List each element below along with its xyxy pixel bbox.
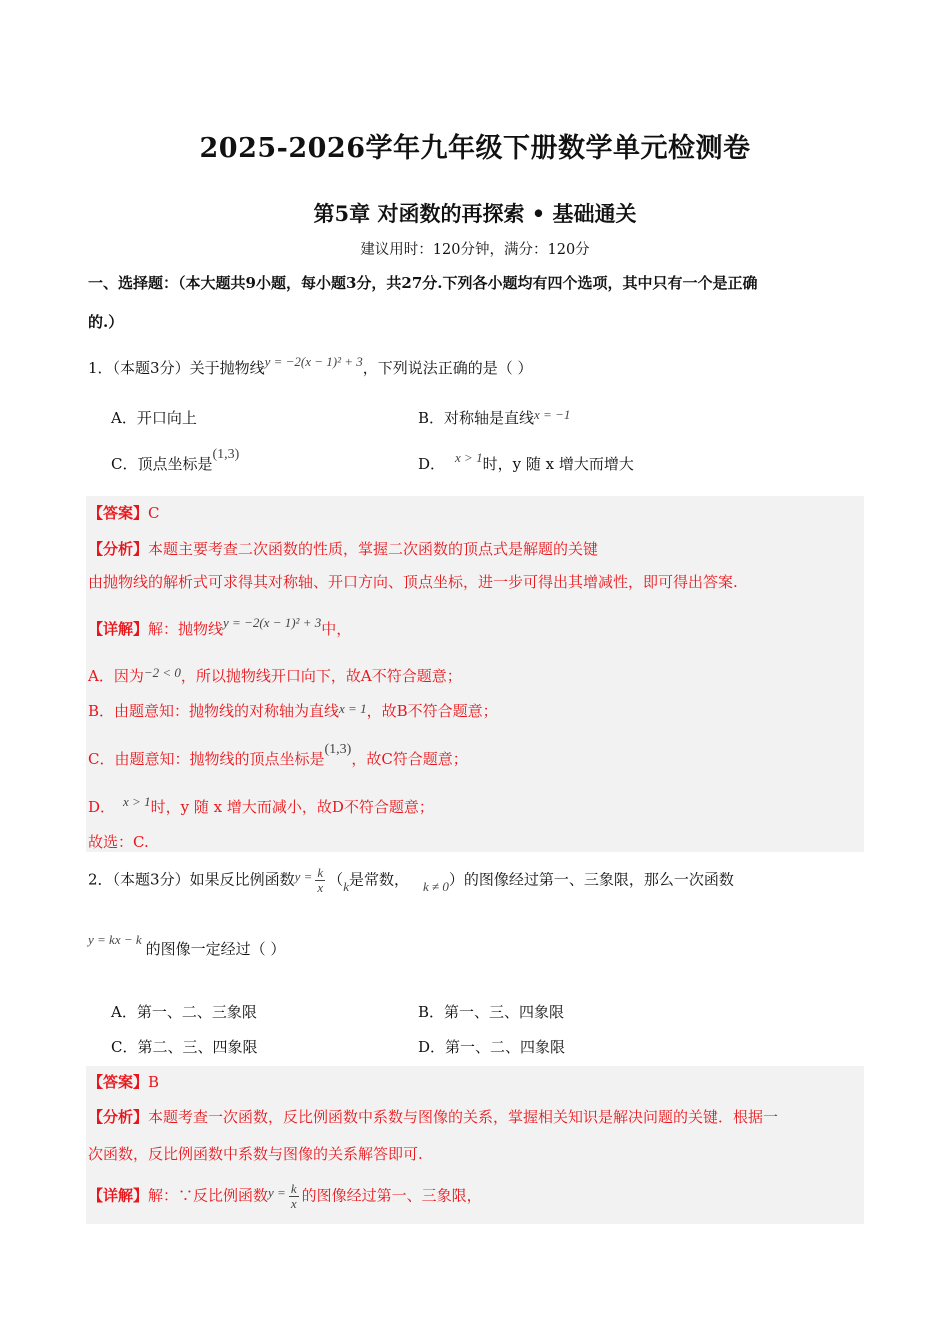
q1-detail-a-end: ，所以抛物线开口向下，故A不符合题意； bbox=[180, 667, 462, 685]
q1-answer bbox=[88, 502, 160, 523]
question-2-line2 bbox=[88, 932, 286, 959]
q2-k-cond: k ≠ 0 bbox=[422, 878, 449, 894]
q1-analysis-2: 由抛物线的解析式可求得其对称轴、开口方向、顶点坐标，进一步可得出其增减性，即可得出答案. bbox=[88, 573, 738, 591]
q2-paren-open: （ bbox=[328, 870, 344, 889]
q1-detail-a bbox=[88, 665, 462, 686]
q2-answer-value: B bbox=[148, 1073, 160, 1091]
q1-option-d bbox=[418, 450, 634, 474]
q2-analysis bbox=[88, 1106, 778, 1127]
q1-detail-b-text: B．由题意知：抛物线的对称轴为直线 bbox=[88, 702, 340, 720]
q1-detail-b-math: x = 1 bbox=[339, 701, 367, 716]
q1-detail-c-math: (1,3) bbox=[324, 742, 352, 757]
question-2 bbox=[88, 866, 734, 895]
q2-paren-close: ）的图像经过第一、三象限，那么一次函数 bbox=[448, 870, 734, 889]
q1-detail-a-math: −2 < 0 bbox=[143, 665, 181, 680]
q1-option-b bbox=[418, 407, 570, 428]
q1-option-c-math: (1,3) bbox=[212, 447, 240, 462]
time-info: 建议用时：120分钟，满分：120分 bbox=[360, 242, 590, 258]
q1-option-a: A．开口向上 bbox=[111, 409, 197, 427]
q2-option-d: D．第一、二、四象限 bbox=[418, 1038, 566, 1056]
q2-answer-tag: 【答案】 bbox=[88, 1073, 149, 1091]
q1-detail-intro-end: 中， bbox=[321, 620, 352, 638]
q1-detail bbox=[88, 615, 352, 639]
q2-detail-end: 的图像经过第一、三象限， bbox=[301, 1186, 482, 1205]
q1-analysis-tag: 【分析】 bbox=[88, 540, 149, 558]
q1-option-d-text: D． bbox=[418, 455, 446, 473]
q2-frac-num: k bbox=[317, 865, 324, 880]
q1-detail-tag: 【详解】 bbox=[88, 620, 149, 638]
q1-detail-d bbox=[88, 796, 434, 817]
q2-option-c: C．第二、三、四象限 bbox=[111, 1038, 258, 1056]
q2-k-const: 是常数， bbox=[348, 870, 409, 889]
q2-y-eq: y = bbox=[294, 868, 313, 884]
q1-detail-c bbox=[88, 742, 468, 769]
section-heading: 一、选择题：（本大题共9小题，每小题3分，共27分.下列各小题均有四个选项，其中只有一个是正确 bbox=[88, 274, 758, 292]
q1-conclusion: 故选：C. bbox=[88, 833, 149, 851]
q1-prefix: 1．（本题3分）关于抛物线 bbox=[88, 359, 265, 377]
q2-detail-fraction bbox=[289, 1182, 299, 1211]
q1-suffix: ，下列说法正确的是（ ） bbox=[362, 359, 533, 377]
q2-line2-math: y = kx − k bbox=[88, 932, 142, 947]
q1-option-b-text: B．对称轴是直线 bbox=[418, 409, 535, 427]
q1-option-d-math: x > 1 bbox=[455, 450, 483, 465]
question-1 bbox=[88, 354, 533, 378]
q1-detail-b-end: ，故B不符合题意； bbox=[366, 702, 498, 720]
q1-detail-c-end: ，故C符合题意； bbox=[351, 750, 468, 768]
q1-detail-a-text: A．因为 bbox=[88, 667, 144, 685]
q1-detail-d-end: 时，y 随 x 增大而减小，故D不符合题意； bbox=[150, 798, 434, 816]
q1-detail-c-text: C．由题意知：抛物线的顶点坐标是 bbox=[88, 750, 325, 768]
q2-detail-y-eq: y = bbox=[268, 1184, 286, 1200]
q2-analysis-1: 本题考查一次函数，反比例函数中系数与图像的关系，掌握相关知识是解决问题的关键．根据一 bbox=[148, 1108, 779, 1126]
q1-option-b-math: x = −1 bbox=[534, 407, 571, 422]
q1-detail-d-text: D． bbox=[88, 798, 116, 816]
q2-k-var: k bbox=[343, 878, 349, 894]
q2-option-b: B．第一、三、四象限 bbox=[418, 1003, 565, 1021]
q2-analysis-2: 次函数，反比例函数中系数与图像的关系解答即可. bbox=[88, 1145, 423, 1163]
q2-fraction bbox=[315, 866, 325, 895]
q1-detail-formula: y = −2(x − 1)² + 3 bbox=[223, 615, 322, 630]
q2-option-a: A．第一、二、三象限 bbox=[111, 1003, 257, 1021]
q2-detail-frac-num: k bbox=[290, 1181, 297, 1196]
q2-detail-tag: 【详解】 bbox=[88, 1186, 149, 1205]
page-title: 2025-2026学年九年级下册数学单元检测卷 bbox=[199, 133, 751, 164]
q2-frac-den: x bbox=[317, 880, 324, 895]
q2-detail bbox=[88, 1182, 482, 1211]
section-heading-cont: 的.） bbox=[88, 313, 124, 331]
q2-detail-frac-den: x bbox=[290, 1196, 297, 1211]
q2-detail-intro: 解：∵反比例函数 bbox=[148, 1186, 269, 1205]
q1-formula: y = −2(x − 1)² + 3 bbox=[264, 354, 363, 369]
q1-answer-tag: 【答案】 bbox=[88, 504, 149, 522]
q2-prefix: 2．（本题3分）如果反比例函数 bbox=[88, 870, 295, 889]
q1-option-c-text: C．顶点坐标是 bbox=[111, 455, 213, 473]
q1-answer-value: C bbox=[148, 504, 160, 522]
q2-analysis-tag: 【分析】 bbox=[88, 1108, 149, 1126]
q1-analysis-1: 本题主要考查二次函数的性质，掌握二次函数的顶点式是解题的关键 bbox=[148, 540, 599, 558]
q2-answer bbox=[88, 1071, 159, 1092]
q1-option-d-suffix: 时，y 随 x 增大而增大 bbox=[482, 455, 634, 473]
q1-option-c bbox=[111, 447, 240, 474]
q1-analysis bbox=[88, 538, 598, 559]
q2-line2-text: 的图像一定经过（ ） bbox=[145, 940, 286, 958]
q1-detail-d-math: x > 1 bbox=[123, 794, 151, 809]
chapter-title: 第5章 对函数的再探索 • 基础通关 bbox=[313, 201, 637, 226]
q1-detail-b bbox=[88, 700, 498, 721]
q1-detail-intro: 解：抛物线 bbox=[148, 620, 224, 638]
